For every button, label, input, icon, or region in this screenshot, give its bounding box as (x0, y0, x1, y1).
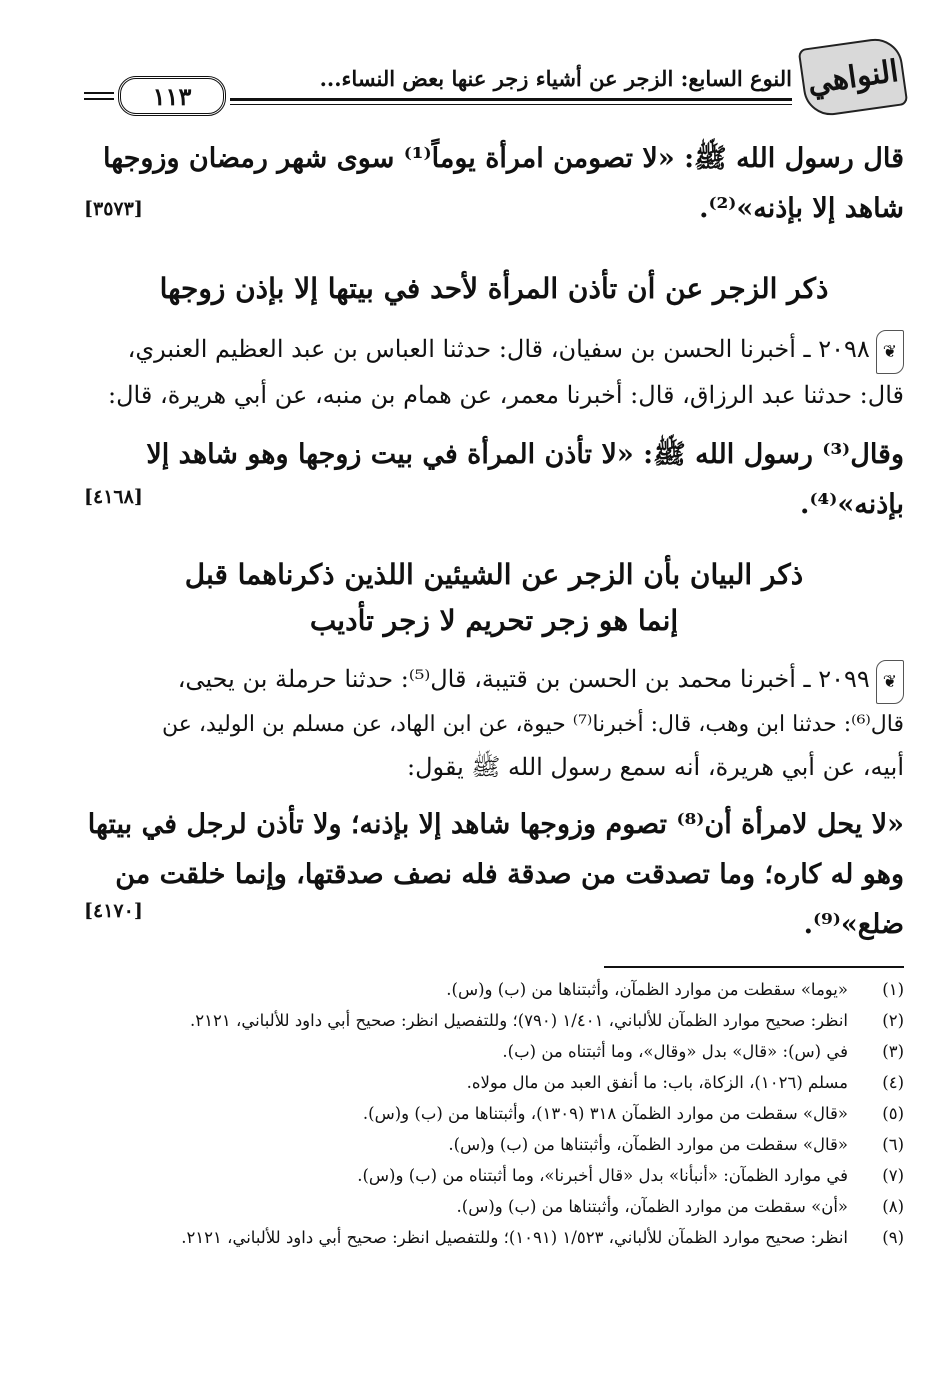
footnote-number: (٢) (882, 1011, 904, 1030)
footnote-text: انظر: صحيح موارد الظمآن للألباني، ١/٤٠١ (٧٩٠)؛ وللتفصيل انظر: صحيح أبي داود للألباني، ٢١٢١. (190, 1011, 848, 1030)
footnote-text: مسلم (١٠٢٦)، الزكاة، باب: ما أنفق العبد من مال مولاه. (466, 1073, 848, 1092)
hadith-isnad-line: أبيه، عن أبي هريرة، أنه سمع رسول الله ﷺ يقول: (407, 753, 904, 781)
hadith-reference: [٣٥٧٣] (84, 198, 143, 220)
page-header (84, 42, 904, 111)
hadith-reference: [٤١٧٠] (84, 900, 143, 922)
heading-line: ذكر البيان بأن الزجر عن الشيئين اللذين ذكرناهما قبل (184, 558, 804, 591)
hadith-isnad: ٢٠٩٨ ـ أخبرنا الحسن بن سفيان، قال: حدثنا العباس بن عبد العظيم العنبري، (127, 335, 870, 363)
hadith-matn-line (84, 480, 904, 530)
hadith-2098 (84, 328, 904, 530)
header-rule-left-2 (84, 98, 114, 100)
header-rule-left (84, 92, 114, 94)
footnote-number: (٧) (882, 1166, 904, 1185)
footnote-number: (٤) (882, 1073, 904, 1092)
hadith-text: ضلع»⁽⁹⁾. (803, 909, 904, 940)
hadith-line: قال رسول الله ﷺ: «لا تصومن امرأة يوماً⁽¹⁾ سوى شهر رمضان وزوجها (103, 143, 904, 174)
footnote-item (84, 1067, 904, 1098)
footnotes (84, 974, 904, 1253)
footnote-text: «أن» سقطت من موارد الظمآن، وأثبتناها من (ب) و(س). (456, 1197, 848, 1216)
hadith-matn-line: وقال⁽³⁾ رسول الله ﷺ: «لا تأذن المرأة في بيت زوجها وهو شاهد إلا (146, 439, 904, 470)
footnote-item (84, 1036, 904, 1067)
footnote-text: في موارد الظمآن: «أنبأنا» بدل «قال أخبرنا»، وما أثبتناه من (ب) و(س). (357, 1166, 848, 1185)
hadith-matn-line (84, 900, 904, 950)
footnote-number: (١) (882, 980, 904, 999)
footnote-item (84, 1222, 904, 1253)
hadith-2099 (84, 658, 904, 950)
footnote-text: «يوما» سقطت من موارد الظمآن، وأثبتناها من (ب) و(س). (446, 980, 848, 999)
footnote-item (84, 1160, 904, 1191)
footnote-number: (٩) (882, 1228, 904, 1247)
hadith-matn-line: «لا يحل لامرأة أن⁽⁸⁾ تصوم وزوجها شاهد إلا بإذنه؛ ولا تأذن لرجل في بيتها (87, 809, 904, 840)
footnote-text: «قال» سقطت من موارد الظمآن ٣١٨ (١٣٠٩)، وأثبتناها من (ب) و(س). (362, 1104, 848, 1123)
footnote-number: (٣) (882, 1042, 904, 1061)
hadith-line (84, 184, 904, 234)
hadith-matn-line: وهو له كاره؛ وما تصدقت من صدقة فله نصف صدقتها، وإنما خلقت من (115, 859, 904, 890)
footnote-text: «قال» سقطت من موارد الظمآن، وأثبتناها من (ب) و(س). (448, 1135, 848, 1154)
hadith-isnad-line (84, 328, 904, 374)
hadith-reference: [٤١٦٨] (84, 486, 143, 508)
hadith-marker-icon: ❦ (876, 660, 904, 704)
chapter-badge: النواهي (798, 35, 909, 119)
footnote-item (84, 974, 904, 1005)
hadith-text: بإذنه»⁽⁴⁾. (800, 489, 904, 520)
hadith-marker-icon: ❦ (876, 330, 904, 374)
footnote-item (84, 1005, 904, 1036)
footnote-item (84, 1129, 904, 1160)
running-title: النوع السابع: الزجر عن أشياء زجر عنها بعض النساء... (319, 66, 792, 91)
footnote-text: انظر: صحيح موارد الظمآن للألباني، ١/٥٢٣ (١٠٩١)؛ وللتفصيل انظر: صحيح أبي داود للألباني، ٢١٢١. (181, 1228, 848, 1247)
hadith-isnad-line: قال: حدثنا عبد الرزاق، قال: أخبرنا معمر، عن همام بن منبه، عن أبي هريرة، قال: (108, 381, 904, 409)
footnote-item (84, 1098, 904, 1129)
hadith-text: شاهد إلا بإذنه»⁽²⁾. (699, 193, 904, 224)
page-number: ١١٣ (118, 76, 226, 116)
footnote-separator (604, 966, 904, 968)
section-heading-2 (84, 552, 904, 644)
header-rule-thin (230, 104, 792, 105)
footnote-number: (٥) (882, 1104, 904, 1123)
footnote-item (84, 1191, 904, 1222)
header-rule (230, 98, 792, 101)
hadith-isnad: ٢٠٩٩ ـ أخبرنا محمد بن الحسن بن قتيبة، قال⁽⁵⁾: حدثنا حرملة بن يحيى، (177, 665, 870, 693)
footnote-number: (٨) (882, 1197, 904, 1216)
footnote-number: (٦) (882, 1135, 904, 1154)
heading-line: إنما هو زجر تحريم لا زجر تأديب (309, 604, 679, 637)
hadith-isnad-line: قال⁽⁶⁾: حدثنا ابن وهب، قال: أخبرنا⁽⁷⁾ حيوة، عن ابن الهاد، عن مسلم بن الوليد، عن (161, 712, 904, 737)
hadith-isnad-line (84, 658, 904, 704)
section-heading: ذكر الزجر عن أن تأذن المرأة لأحد في بيتها إلا بإذن زوجها (159, 272, 829, 305)
footnote-text: في (س): «قال» بدل «وقال»، وما أثبتناه من (ب). (502, 1042, 848, 1061)
hadith-3573 (84, 134, 904, 234)
